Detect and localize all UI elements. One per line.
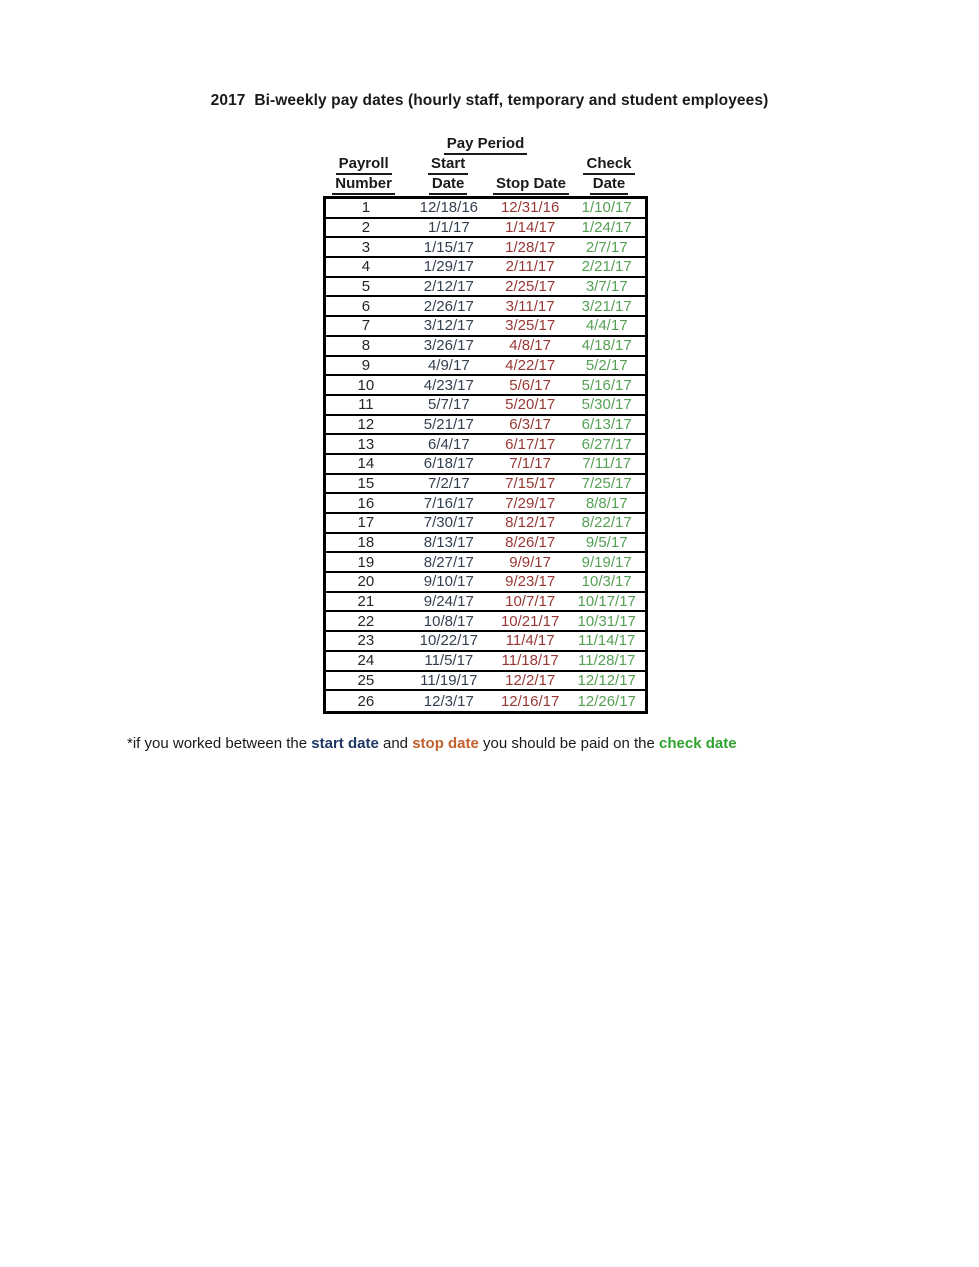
table-row — [326, 435, 645, 455]
check-date-cell: 11/28/17 — [578, 652, 636, 670]
payroll-number-cell: 1 — [361, 199, 371, 217]
table-row — [326, 455, 645, 475]
table-row — [326, 652, 645, 672]
pay-period-label: Pay Period — [444, 136, 528, 155]
stop-date-cell: 10/21/17 — [500, 612, 560, 630]
check-date-cell: 10/3/17 — [581, 573, 632, 591]
stop-date-cell: 3/25/17 — [505, 317, 556, 335]
stop-date-cell: 2/11/17 — [505, 258, 555, 276]
table-row — [326, 238, 645, 258]
stop-date-cell: 5/20/17 — [505, 396, 556, 414]
footnote-and-text: and — [378, 735, 413, 752]
footnote-middle-text: you should be paid on the — [478, 735, 660, 752]
start-date-cell: 5/21/17 — [423, 415, 474, 433]
check-header-line2: Date — [590, 176, 629, 195]
start-date-cell: 10/8/17 — [423, 612, 474, 630]
table-row — [326, 593, 645, 613]
table-row — [326, 258, 645, 278]
check-date-cell: 7/11/17 — [582, 455, 632, 473]
check-date-cell: 5/16/17 — [581, 376, 632, 394]
stop-date-cell: 12/16/17 — [500, 692, 560, 710]
start-date-cell: 2/12/17 — [423, 278, 474, 296]
payroll-number-cell: 18 — [357, 534, 375, 552]
start-date-cell: 4/23/17 — [423, 376, 474, 394]
check-date-cell: 4/18/17 — [581, 337, 632, 355]
table-row — [326, 475, 645, 495]
footnote-prefix-text: *if you worked between the — [127, 735, 312, 752]
stop-date-header-cell — [492, 175, 570, 195]
start-header-cell — [404, 155, 492, 175]
payroll-number-cell: 23 — [357, 632, 375, 650]
table-row — [326, 357, 645, 377]
pay-period-group-header — [323, 135, 648, 155]
start-date-cell: 2/26/17 — [423, 297, 474, 315]
start-date-cell: 1/1/17 — [427, 219, 470, 237]
stop-date-cell: 5/6/17 — [509, 376, 551, 394]
check-date-cell: 6/27/17 — [581, 435, 632, 453]
payroll-number-cell: 24 — [357, 652, 375, 670]
start-date-cell: 9/24/17 — [423, 593, 474, 611]
payroll-number-cell: 14 — [357, 455, 375, 473]
table-row — [326, 632, 645, 652]
start-date-cell: 3/26/17 — [423, 337, 474, 355]
start-date-cell: 12/18/16 — [419, 199, 478, 217]
check-date-cell: 9/5/17 — [585, 534, 628, 552]
check-date-cell: 3/7/17 — [585, 278, 628, 296]
start-date-header-cell — [404, 175, 492, 195]
check-date-cell: 2/7/17 — [585, 238, 628, 256]
start-date-cell: 8/13/17 — [423, 534, 474, 552]
check-date-cell: 9/19/17 — [581, 553, 632, 571]
table-row — [326, 534, 645, 554]
start-date-cell: 6/18/17 — [423, 455, 474, 473]
check-header-cell — [570, 155, 648, 175]
table-row — [326, 396, 645, 416]
start-header-line2: Date — [429, 176, 468, 195]
payroll-number-cell: 7 — [361, 317, 371, 335]
table-row — [326, 553, 645, 573]
stop-date-cell: 9/9/17 — [509, 553, 551, 571]
stop-date-cell: 1/14/17 — [505, 219, 556, 237]
payroll-number-cell: 11 — [358, 396, 374, 414]
payroll-header-line2: Number — [332, 176, 395, 195]
table-header — [323, 135, 648, 195]
payroll-number-cell: 12 — [357, 415, 375, 433]
payroll-number-cell: 15 — [357, 474, 375, 492]
payroll-number-cell: 5 — [361, 278, 371, 296]
stop-date-cell: 2/25/17 — [505, 278, 556, 296]
table-row — [326, 199, 645, 219]
header-row-1 — [323, 155, 648, 175]
check-date-cell: 1/10/17 — [581, 199, 632, 217]
payroll-number-cell: 21 — [357, 593, 375, 611]
payroll-header-line1: Payroll — [336, 156, 392, 175]
document-title: 2017 Bi-weekly pay dates (hourly staff, temporary and student employees) — [210, 92, 769, 109]
stop-date-cell: 8/26/17 — [505, 534, 556, 552]
start-date-cell: 5/7/17 — [427, 396, 470, 414]
payroll-number-cell: 26 — [357, 692, 375, 710]
start-date-cell: 3/12/17 — [423, 317, 474, 335]
payroll-number-cell: 22 — [357, 612, 375, 630]
stop-date-cell: 3/11/17 — [505, 297, 555, 315]
table-row — [326, 691, 645, 711]
stop-date-cell: 12/31/16 — [500, 199, 560, 217]
payroll-number-cell: 17 — [357, 514, 375, 532]
footnote-check-date-label: check date — [659, 735, 737, 752]
check-date-cell: 5/30/17 — [581, 396, 632, 414]
payroll-number-cell: 8 — [361, 337, 371, 355]
table-row — [326, 317, 645, 337]
check-header-line1: Check — [583, 156, 634, 175]
pay-dates-table — [323, 196, 648, 714]
stop-date-cell: 8/12/17 — [505, 514, 556, 532]
table-row — [326, 337, 645, 357]
check-date-cell: 10/17/17 — [577, 593, 636, 611]
stop-date-cell: 7/1/17 — [509, 455, 551, 473]
payroll-number-cell: 19 — [357, 553, 375, 571]
stop-date-cell: 11/18/17 — [501, 652, 559, 670]
check-date-cell: 10/31/17 — [577, 612, 636, 630]
check-date-cell: 7/25/17 — [581, 474, 632, 492]
check-date-cell: 12/12/17 — [577, 671, 636, 689]
stop-date-cell: 12/2/17 — [505, 671, 556, 689]
stop-date-header-label: Stop Date — [493, 176, 569, 195]
check-date-cell: 4/4/17 — [585, 317, 628, 335]
stop-date-cell: 4/22/17 — [505, 356, 556, 374]
stop-date-cell: 10/7/17 — [505, 593, 556, 611]
stop-header-cell-spacer — [492, 155, 570, 175]
table-row — [326, 612, 645, 632]
payroll-number-cell: 13 — [357, 435, 375, 453]
table-row — [326, 514, 645, 534]
table-row — [326, 573, 645, 593]
stop-date-cell: 6/17/17 — [505, 435, 556, 453]
footnote-stop-date-label: stop date — [412, 735, 479, 752]
payroll-number-cell: 3 — [361, 238, 371, 256]
table-row — [326, 297, 645, 317]
start-date-cell: 7/16/17 — [423, 494, 474, 512]
stop-date-cell: 9/23/17 — [505, 573, 556, 591]
payroll-number-cell: 4 — [361, 258, 371, 276]
start-date-cell: 1/29/17 — [423, 258, 474, 276]
check-date-cell: 8/22/17 — [581, 514, 632, 532]
check-date-cell: 2/21/17 — [581, 258, 632, 276]
start-date-cell: 10/22/17 — [419, 632, 478, 650]
footnote — [127, 735, 737, 752]
check-date-cell: 8/8/17 — [585, 494, 628, 512]
table-row — [326, 416, 645, 436]
header-row-2 — [323, 175, 648, 195]
table-row — [326, 376, 645, 396]
payroll-number-header-cell — [323, 175, 404, 195]
stop-date-cell: 1/28/17 — [505, 238, 556, 256]
check-date-cell: 5/2/17 — [585, 356, 628, 374]
stop-date-cell: 4/8/17 — [509, 337, 551, 355]
payroll-number-cell: 9 — [361, 356, 371, 374]
payroll-number-cell: 10 — [357, 376, 375, 394]
check-date-cell: 1/24/17 — [581, 219, 632, 237]
start-date-cell: 7/2/17 — [427, 474, 470, 492]
start-date-cell: 1/15/17 — [423, 238, 474, 256]
payroll-number-cell: 6 — [361, 297, 371, 315]
start-date-cell: 12/3/17 — [423, 692, 474, 710]
start-date-cell: 6/4/17 — [427, 435, 470, 453]
start-header-line1: Start — [428, 156, 468, 175]
stop-date-cell: 7/15/17 — [505, 474, 556, 492]
start-date-cell: 11/19/17 — [420, 671, 478, 689]
start-date-cell: 9/10/17 — [423, 573, 474, 591]
start-date-cell: 8/27/17 — [423, 553, 474, 571]
start-date-cell: 4/9/17 — [427, 356, 470, 374]
payroll-header-cell — [323, 155, 404, 175]
stop-date-cell: 11/4/17 — [505, 632, 555, 650]
table-row — [326, 219, 645, 239]
table-row — [326, 278, 645, 298]
payroll-number-cell: 16 — [357, 494, 375, 512]
check-date-cell: 12/26/17 — [577, 692, 636, 710]
start-date-cell: 7/30/17 — [423, 514, 474, 532]
stop-date-cell: 7/29/17 — [505, 494, 556, 512]
table-row — [326, 672, 645, 692]
table-row — [326, 494, 645, 514]
stop-date-cell: 6/3/17 — [509, 415, 551, 433]
check-date-cell: 6/13/17 — [581, 415, 632, 433]
start-date-cell: 11/5/17 — [424, 652, 474, 670]
check-date-cell: 11/14/17 — [578, 632, 636, 650]
payroll-number-cell: 2 — [361, 219, 371, 237]
check-date-cell: 3/21/17 — [581, 297, 632, 315]
payroll-number-cell: 25 — [357, 671, 375, 689]
footnote-start-date-label: start date — [311, 735, 379, 752]
payroll-number-cell: 20 — [357, 573, 375, 591]
check-date-header-cell — [570, 175, 648, 195]
